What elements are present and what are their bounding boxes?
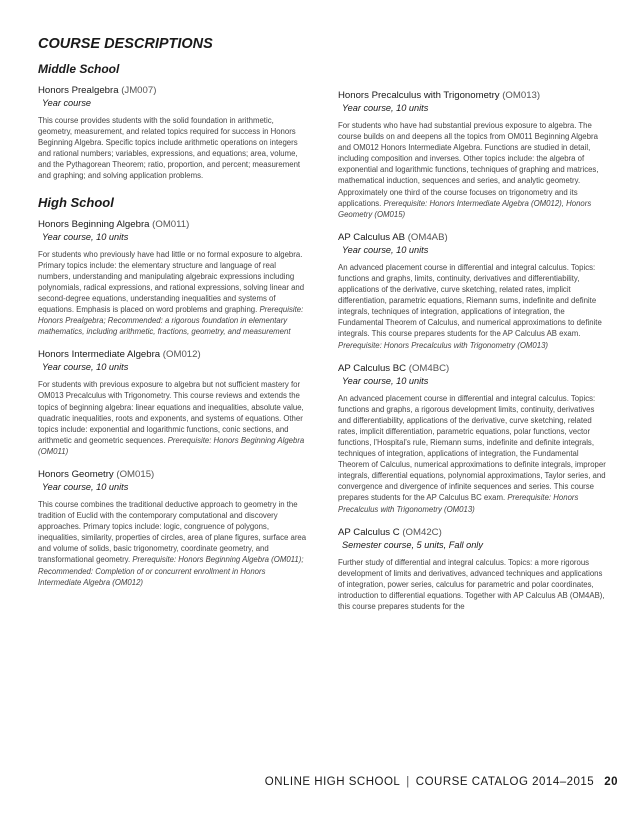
course-description <box>338 262 608 351</box>
course-duration: Year course, 10 units <box>342 103 429 113</box>
course-code: (OM012) <box>162 349 201 361</box>
course-text: An advanced placement course in differential and integral calculus. Topics: functions and graphs, limits, continuity, derivatives and differentiability, applications of the derivative, curve sketching, related rates, implicit differentiation, parametric equations, Riemann sums, indefinite and definite integrals, techniques of integration, applications of integration, the Fundamental Theorem of Calculus, and numerical approximations to definite integrals. This course prepares students for the AP Calculus AB exam. <box>338 262 602 339</box>
page-title: COURSE DESCRIPTIONS <box>38 36 213 52</box>
course-ap-calculus-bc <box>338 362 608 515</box>
course-duration: Year course, 10 units <box>42 481 129 492</box>
course-title: AP Calculus C <box>338 526 400 538</box>
course-honors-beginning-algebra <box>38 218 308 338</box>
course-honors-precalculus <box>338 89 608 220</box>
course-text: This course combines the traditional deductive approach to geometry in the tradition of Euclid with the contemporary computational and discovery approaches. Primary topics include: logic, congruence of polygons, inequalities, similarity, properties of circles, area of plane figures, surface area and volume of solids, basic trigonometry, coordinate geometry, and transformational geometry. <box>38 499 307 565</box>
course-code: (OM015) <box>116 468 155 480</box>
course-heading <box>38 348 308 361</box>
section-title-middle-school: Middle School <box>38 62 120 76</box>
course-code: (OM42C) <box>402 526 442 538</box>
course-heading <box>38 218 308 231</box>
footer-separator: | <box>406 776 410 788</box>
course-prerequisite: Prerequisite: Honors Beginning Algebra (OM011); Recommended: Completion of or concurrent enrollment in Honors Intermediate Algebra (OM012) <box>38 555 304 587</box>
right-column <box>338 89 608 623</box>
course-duration: Year course, 10 units <box>342 375 429 386</box>
course-honors-geometry <box>38 468 308 588</box>
course-code: (OM4BC) <box>408 362 450 374</box>
course-code: (OM013) <box>502 90 541 101</box>
course-prerequisite: Prerequisite: Honors Beginning Algebra (OM011) <box>38 435 305 456</box>
course-title: AP Calculus AB <box>338 231 406 243</box>
course-description <box>338 120 608 220</box>
course-title: Honors Beginning Algebra <box>38 218 150 230</box>
course-duration: Year course, 10 units <box>42 231 129 242</box>
course-text: For students with previous exposure to algebra but not sufficient mastery for OM013 Precalculus with Trigonometry. This course reviews and extends the topics of beginning algebra: linear equations and inequalities, absolute value, quadratic inequalities, roots and exponents, and systems of equations. Other topics include: exponential and logarithmic functions, conic sections, and arithmetic and geometric sequences. <box>38 380 304 445</box>
course-code: (JM007) <box>121 85 157 96</box>
course-code: (OM011) <box>152 218 190 230</box>
course-title: Honors Geometry <box>38 468 114 480</box>
course-heading <box>338 362 608 375</box>
course-heading <box>338 89 608 102</box>
course-duration: Year course <box>42 98 92 108</box>
page-footer <box>265 776 618 788</box>
course-description <box>38 115 308 182</box>
course-title: Honors Prealgebra <box>38 85 119 96</box>
course-code: (OM4AB) <box>407 231 448 243</box>
course-description <box>38 499 308 588</box>
course-prerequisite: Prerequisite: Honors Intermediate Algebra (OM012), Honors Geometry (OM015) <box>338 198 592 219</box>
course-duration: Semester course, 5 units, Fall only <box>342 539 483 550</box>
course-title: Honors Intermediate Algebra <box>38 349 161 361</box>
course-description <box>338 393 608 515</box>
course-prerequisite: Prerequisite: Honors Precalculus with Trigonometry (OM013) <box>338 340 549 350</box>
section-title-high-school: High School <box>38 194 114 210</box>
course-honors-prealgebra <box>38 84 308 182</box>
course-title: Honors Precalculus with Trigonometry <box>338 90 500 101</box>
course-text: Further study of differential and integral calculus. Topics: a more rigorous development of limits and derivatives, advanced techniques and applications of integration, power series, calculus for parametric and polar coordinates, introduction to differential equations. Together with AP Calculus AB (OM4AB), this course prepares students for the <box>338 557 605 611</box>
course-description <box>38 379 308 457</box>
course-description <box>338 557 608 612</box>
course-title: AP Calculus BC <box>338 362 407 374</box>
course-text: For students who previously have had little or no formal exposure to algebra. Primary topics include: the elementary structure and language of real numbers, understanding and manipulating algebraic expressions including polynomials, radical expressions, and rational expressions, solving linear and second-degree equations, understanding inequalities and systems of equations. Emphasis is placed on word problems and graphing. <box>38 249 305 315</box>
course-ap-calculus-ab <box>338 231 608 351</box>
page-number: 20 <box>604 776 618 788</box>
course-text: For students who have had substantial previous exposure to algebra. The course builds on and deepens all the topics from OM011 Beginning Algebra and OM012 Honors Intermediate Algebra. Functions are studied in detail, including composition and inverses. Other topics include: the algebra of exponential and logarithmic functions, techniques of graphing and matrices, mathematical induction, sequences and series, and analytic geometry. Approximately one third of the course focuses on trigonometry and its applications. <box>338 121 599 208</box>
course-description <box>38 249 308 338</box>
course-heading <box>38 84 308 97</box>
course-heading <box>38 468 308 481</box>
footer-catalog-title: COURSE CATALOG 2014–2015 <box>415 776 595 788</box>
course-prerequisite: Prerequisite: Honors Prealgebra; Recommended: a rigorous foundation in elementary mathematics, including arithmetic, fractions, geometry, and measurement <box>38 305 304 337</box>
course-honors-intermediate-algebra <box>38 348 308 457</box>
course-heading <box>338 231 608 244</box>
course-text: This course provides students with the solid foundation in arithmetic, geometry, measurement, and related topics required for success in Honors Beginning Algebra. Specific topics include arithmetic operations on integers and rational numbers; variables, expressions, and equations; area, volume, and the Pythagorean Theorem; ratio, proportion, and percent; measurement and graphing; and solving application problems. <box>38 116 301 181</box>
course-prerequisite: Prerequisite: Honors Precalculus with Trigonometry (OM013) <box>338 493 579 514</box>
course-duration: Year course, 10 units <box>342 244 429 255</box>
course-duration: Year course, 10 units <box>42 362 129 373</box>
footer-school-name: ONLINE HIGH SCHOOL <box>264 776 401 788</box>
course-ap-calculus-c <box>338 526 608 612</box>
left-column <box>38 62 308 599</box>
course-text: An advanced placement course in differential and integral calculus. Topics: functions and graphs, a rigorous development limits, continuity, derivatives and differentiability, applications of the derivative, curve sketching, related rates, implicit differentiation, parametric equations, polar functions, vector functions, l’Hospital’s rule, Riemann sums, indefinite and definite integrals, techniques of integration, applications of integration, the Fundamental Theorem of Calculus, numerical approximations to definite integrals, improper integrals, differential equations, polynomial approximations, Taylor series, and convergence and divergence of infinite sequences and series. This course prepares students for the AP Calculus BC exam. <box>338 393 606 503</box>
course-heading <box>338 526 608 539</box>
